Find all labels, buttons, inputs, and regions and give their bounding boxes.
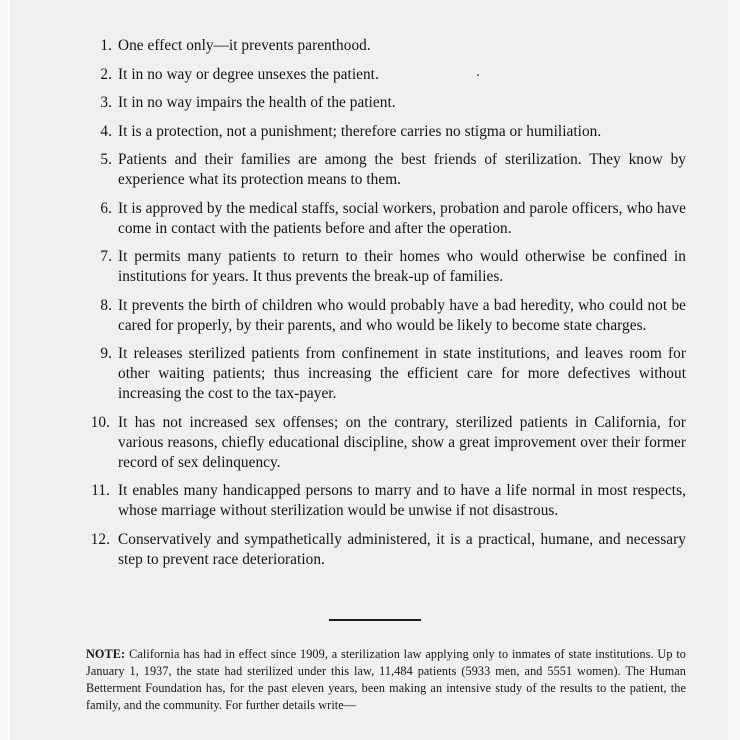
item-number: 1. [100, 37, 112, 54]
list-item-10 [86, 413, 686, 473]
list-item-8 [86, 296, 686, 336]
item-number: 7. [100, 248, 112, 265]
item-number: 11. [91, 482, 110, 499]
list-item-4 [86, 122, 686, 142]
footnote [86, 646, 686, 714]
item-text: It has not increased sex offenses; on the contrary, sterilized patients in California, for various reasons, chiefly educational discipline, show a great improvement over their former record of sex delinquency. [118, 413, 686, 471]
list-item-3 [86, 93, 686, 113]
list-item-7 [86, 247, 686, 287]
item-number: 3. [100, 94, 112, 111]
item-number: 10. [90, 413, 110, 431]
list-item-6 [86, 199, 686, 239]
list-item-1 [86, 36, 686, 56]
section-divider [329, 619, 421, 621]
item-number: 6. [100, 199, 112, 217]
item-text: It in no way impairs the health of the patient. [118, 94, 396, 111]
note-text: California has had in effect since 1909, a sterilization law applying only to inmates of state institutions. Up to January 1, 1937, the state had sterilized under this law, 11,484 patients (5933 men, and 5551 women). The Human Betterment Foundation has, for the past eleven years, been making an intensive study of the results to the patient, the family, and the community. For further details write— [86, 647, 686, 712]
item-number: 12. [90, 530, 110, 548]
list-item-2 [86, 65, 686, 85]
item-number: 8. [100, 296, 112, 314]
item-text: It in no way or degree unsexes the patient. [118, 65, 379, 83]
item-text: It permits many patients to return to their homes who would otherwise be confined in institutions for years. It thus prevents the break-up of families. [118, 248, 686, 285]
item-text: Conservatively and sympathetically administered, it is a practical, humane, and necessary step to prevent race deterioration. [118, 530, 686, 568]
item-text: It prevents the birth of children who would probably have a bad heredity, who could not be cared for properly, by their parents, and who would be likely to become state charges. [118, 296, 686, 334]
list-item-11 [86, 481, 686, 521]
item-number: 9. [100, 345, 112, 362]
benefits-list [86, 36, 686, 578]
item-number: 4. [100, 122, 112, 140]
item-text: It releases sterilized patients from confinement in state institutions, and leaves room for other waiting patients; thus increasing the efficient care for more defectives without increasing the cost to the tax-payer. [118, 345, 686, 402]
item-text: One effect only—it prevents parenthood. [118, 37, 371, 54]
item-number: 5. [100, 151, 112, 168]
list-item-9 [86, 344, 686, 404]
list-item-5 [86, 150, 686, 190]
note-label: NOTE: [86, 647, 126, 661]
item-number: 2. [100, 65, 112, 83]
item-text: Patients and their families are among the best friends of sterilization. They know by experience what its protection means to them. [118, 151, 686, 188]
item-text: It is approved by the medical staffs, social workers, probation and parole officers, who have come in contact with the patients before and after the operation. [118, 199, 686, 237]
item-text: It is a protection, not a punishment; therefore carries no stigma or humiliation. [118, 122, 602, 140]
item-text: It enables many handicapped persons to marry and to have a life normal in most respects, whose marriage without sterilization would be unwise if not disastrous. [118, 482, 686, 519]
list-item-12 [86, 530, 686, 570]
